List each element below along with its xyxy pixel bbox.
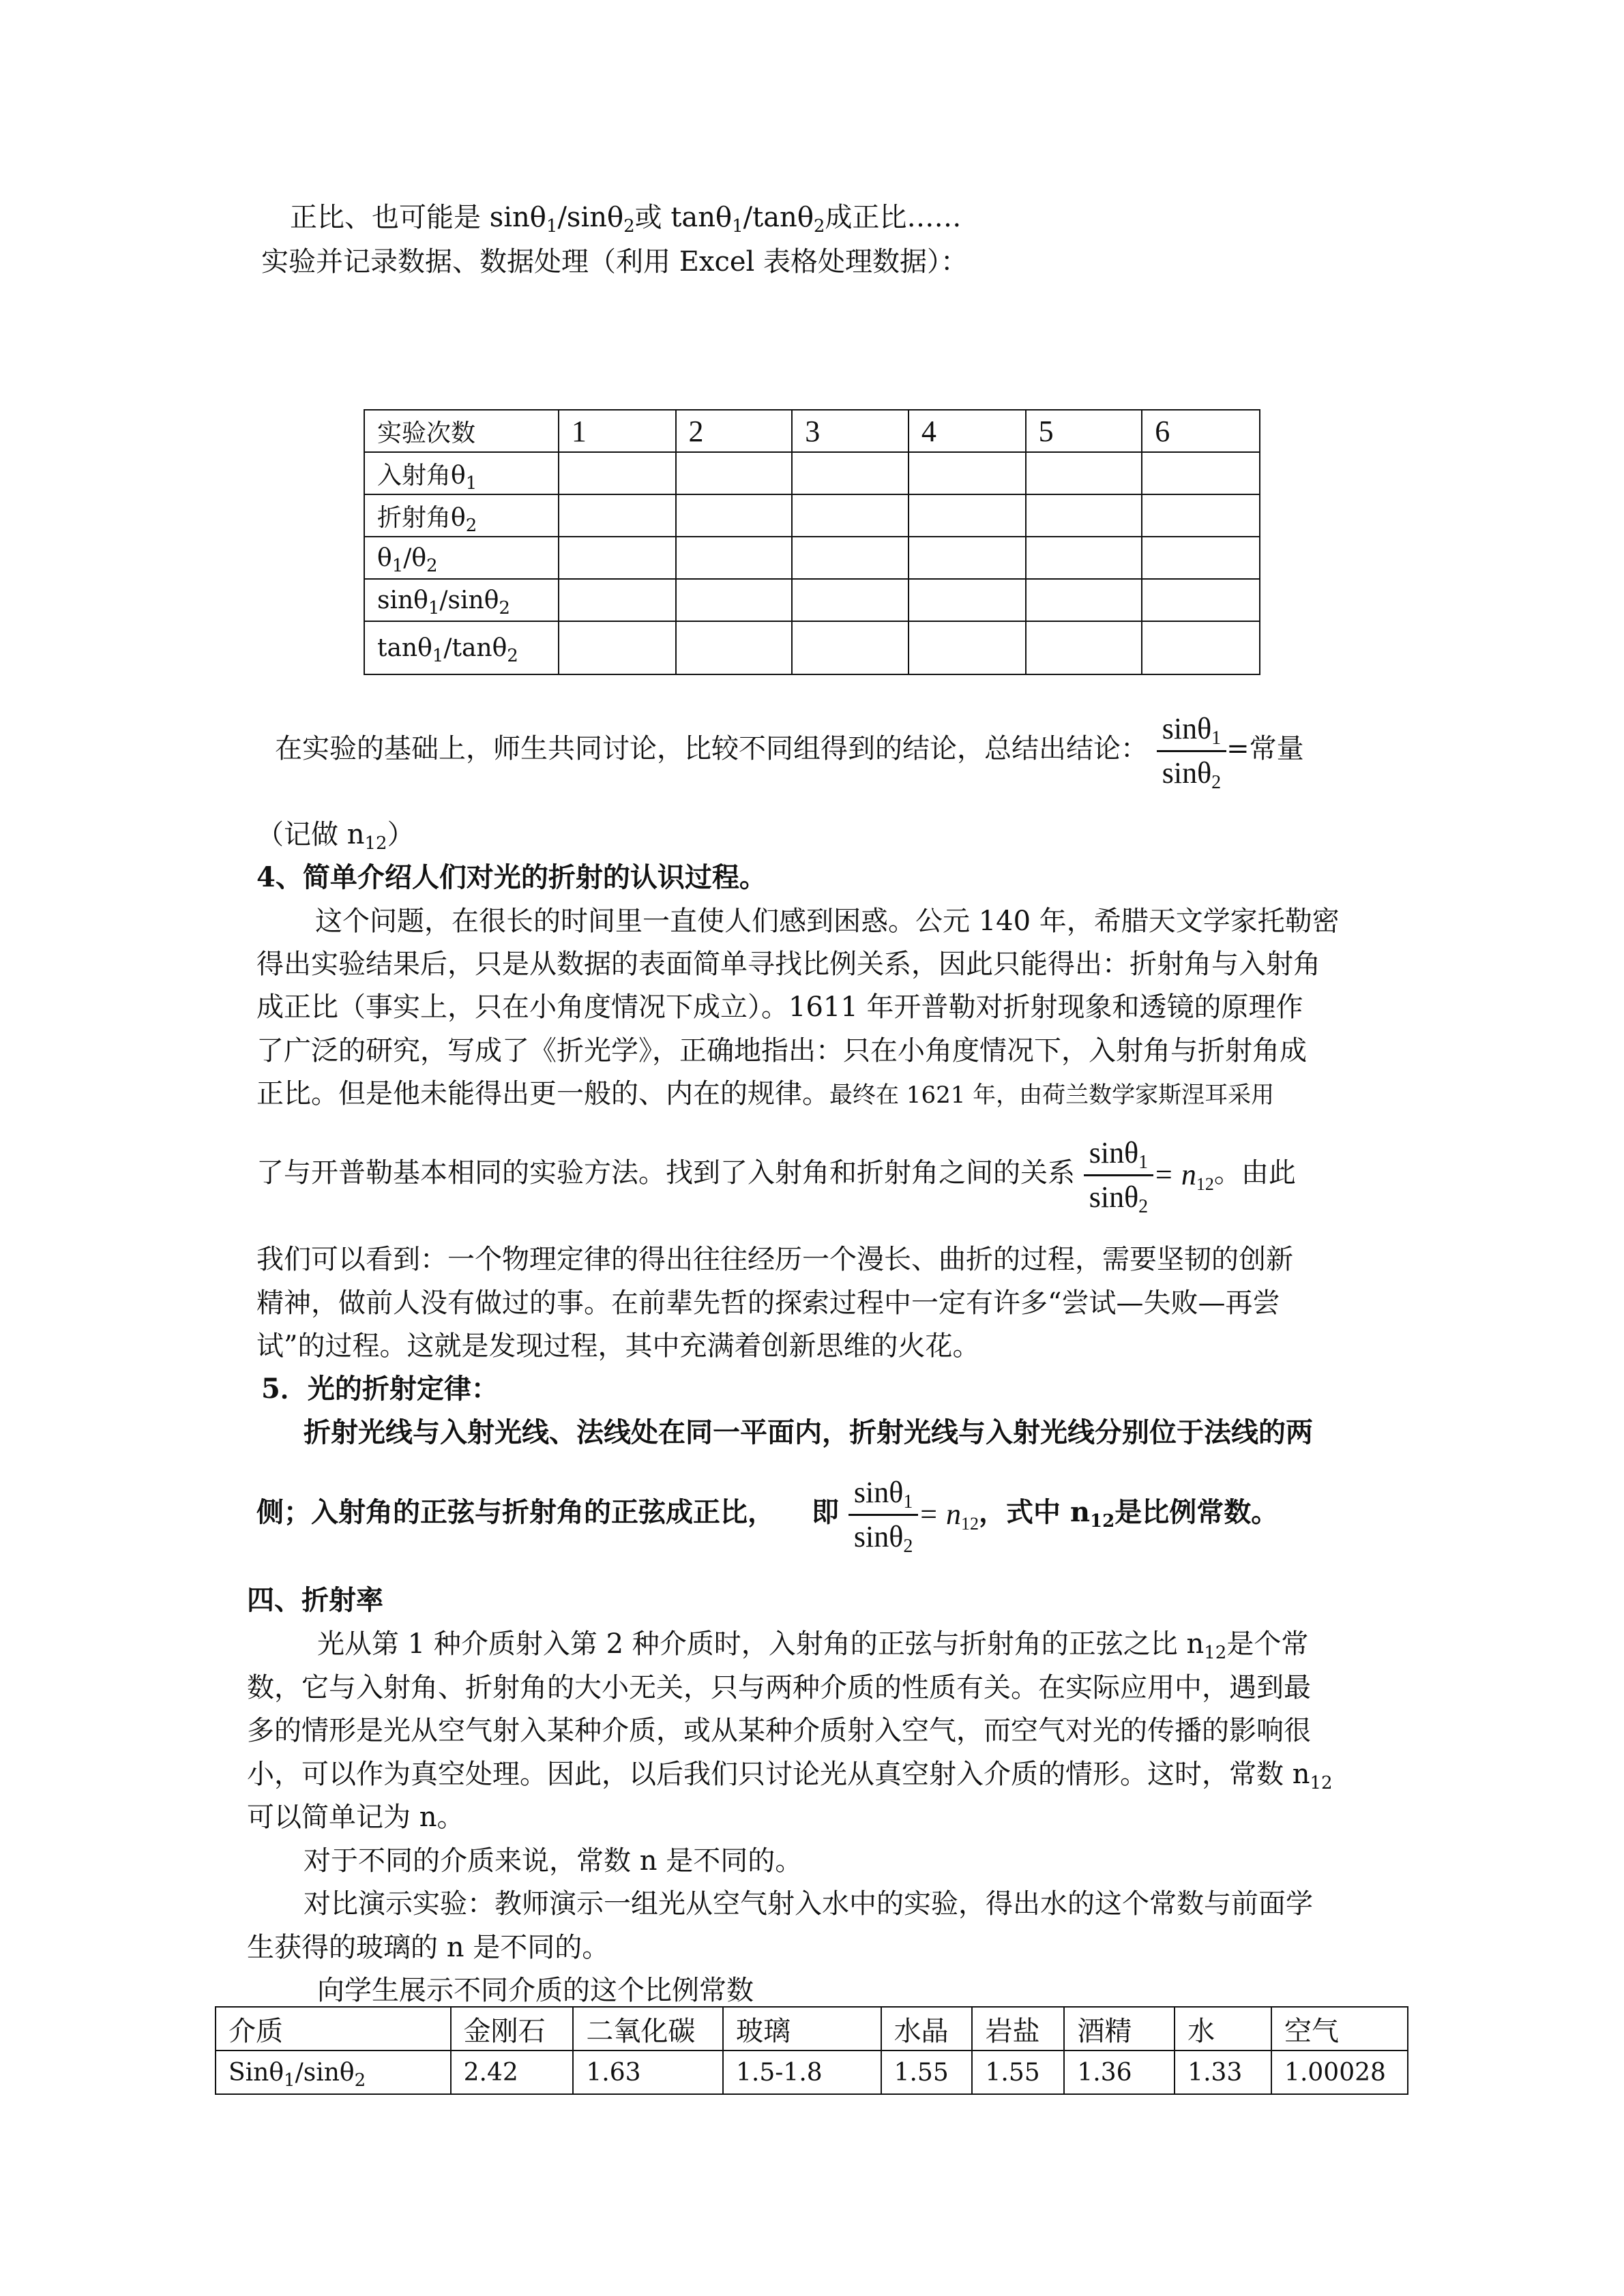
section-4-p7: 我们可以看到：一个物理定律的得出往往经历一个漫长、曲折的过程，需要坚韧的创新 xyxy=(256,1244,1293,1275)
medium-glass: 玻璃 xyxy=(723,2007,881,2051)
section-four-p5: 可以简单记为 n。 xyxy=(247,1802,464,1833)
value-water: 1.33 xyxy=(1175,2051,1271,2094)
col-5: 5 xyxy=(1026,410,1142,452)
intro-line-2: 实验并记录数据、数据处理（利用 Excel 表格处理数据）： xyxy=(261,246,969,278)
col-1: 1 xyxy=(559,410,676,452)
conclusion-note: （记做 $n_{12}$） xyxy=(256,819,415,854)
sin-ratio-fraction: $\frac{\sin\theta_1}{\sin\theta_2}$ xyxy=(1157,708,1226,794)
col-2: 2 xyxy=(676,410,793,452)
value-glass: 1.5-1.8 xyxy=(723,2051,881,2094)
col-6: 6 xyxy=(1142,410,1260,452)
medium-alcohol: 酒精 xyxy=(1064,2007,1175,2051)
section-4-p8: 精神，做前人没有做过的事。在前辈先哲的探索过程中一定有许多“尝试—失败—再尝 xyxy=(256,1287,1280,1319)
medium-co2: 二氧化碳 xyxy=(573,2007,723,2051)
header-label: 实验次数 xyxy=(364,410,559,452)
section-5-title: 5．光的折射定律： xyxy=(261,1373,499,1405)
law-fraction: $\frac{\sin\theta_1}{\sin\theta_2}$ xyxy=(848,1472,918,1558)
section-four-p7: 对比演示实验：教师演示一组光从空气射入水中的实验，得出水的这个常数与前面学 xyxy=(304,1888,1313,1920)
value-air: 1.00028 xyxy=(1271,2051,1408,2094)
section-four-p9: 向学生展示不同介质的这个比例常数 xyxy=(317,1975,754,2006)
section-4-p1: 这个问题，在很长的时间里一直使人们感到困惑。公元 140 年，希腊天文学家托勒密 xyxy=(315,906,1340,937)
row-label-incidence: 入射角$\theta_1$ xyxy=(364,452,559,494)
medium-air: 空气 xyxy=(1271,2007,1408,2051)
intro-line-1: 正比、也可能是 sinθ$_1$/sinθ$_2$或 tanθ$_1$/tanθ$_2$成正比…… xyxy=(290,202,962,237)
medium-label: 介质 xyxy=(216,2007,451,2051)
section-4-p4: 了广泛的研究，写成了《折光学》，正确地指出：只在小角度情况下，入射角与折射角成 xyxy=(256,1035,1307,1067)
section-5-line-2: 侧；入射角的正弦与折射角的正弦成正比， 即 $\frac{\sin\theta_1}{\sin\theta_2}$ = $n_{12}$，式中 $n_{12}$是比例常数。 xyxy=(256,1465,1278,1562)
section-four-p8: 生获得的玻璃的 n 是不同的。 xyxy=(247,1932,610,1963)
value-diamond: 2.42 xyxy=(451,2051,574,2094)
section-4-p5: 正比。但是他未能得出更一般的、内在的规律。最终在 1621 年，由荷兰数学家斯涅耳采用 xyxy=(256,1078,1275,1109)
col-3: 3 xyxy=(792,410,909,452)
conclusion-line: 在实验的基础上，师生共同讨论，比较不同组得到的结论，总结出结论： $\frac{\sin\theta_1}{\sin\theta_2}$ =常量 xyxy=(275,701,1304,796)
snell-fraction: $\frac{\sin\theta_1}{\sin\theta_2}$ xyxy=(1084,1132,1153,1219)
value-crystal: 1.55 xyxy=(881,2051,973,2094)
medium-rock-salt: 岩盐 xyxy=(972,2007,1064,2051)
table-row-ratio xyxy=(364,537,1260,579)
section-four-p2: 数，它与入射角、折射角的大小无关，只与两种介质的性质有关。在实际应用中，遇到最 xyxy=(247,1672,1311,1703)
refractive-index-table xyxy=(215,2006,1408,2095)
medium-diamond: 金刚石 xyxy=(451,2007,574,2051)
section-four-p6: 对于不同的介质来说，常数 n 是不同的。 xyxy=(304,1845,803,1877)
section-four-p1: 光从第 1 种介质射入第 2 种介质时，入射角的正弦与折射角的正弦之比 $n_{12}$是个常 xyxy=(317,1628,1309,1663)
table-row-incidence xyxy=(364,452,1260,494)
table-row-media xyxy=(216,2007,1408,2051)
experiment-table xyxy=(364,409,1260,675)
table-row-values xyxy=(216,2051,1408,2094)
table-row-tan xyxy=(364,621,1260,674)
row-label-tan: tanθ$_1$/tanθ$_2$ xyxy=(364,621,559,674)
section-4-p9: 试”的过程。这就是发现过程，其中充满着创新思维的火花。 xyxy=(256,1330,980,1362)
medium-crystal: 水晶 xyxy=(881,2007,973,2051)
section-4-p2: 得出实验结果后，只是从数据的表面简单寻找比例关系，因此只能得出：折射角与入射角 xyxy=(256,949,1320,980)
medium-water: 水 xyxy=(1175,2007,1271,2051)
section-4-title: 4、简单介绍人们对光的折射的认识过程。 xyxy=(256,861,767,893)
section-four-title: 四、折射率 xyxy=(247,1584,383,1616)
row-label-sin: sinθ$_1$/sinθ$_2$ xyxy=(364,579,559,621)
section-four-p3: 多的情形是光从空气射入某种介质，或从某种介质射入空气，而空气对光的传播的影响很 xyxy=(247,1715,1311,1746)
value-rock-salt: 1.55 xyxy=(972,2051,1064,2094)
table-row-refraction xyxy=(364,494,1260,537)
col-4: 4 xyxy=(909,410,1026,452)
table-row-sin xyxy=(364,579,1260,621)
section-4-p3: 成正比（事实上，只在小角度情况下成立）。1611 年开普勒对折射现象和透镜的原理作 xyxy=(256,992,1303,1023)
row-label-refraction: 折射角$\theta_2$ xyxy=(364,494,559,537)
value-co2: 1.63 xyxy=(573,2051,723,2094)
row-label-ratio: $\theta_1/\theta_2$ xyxy=(364,537,559,579)
section-four-p4: 小，可以作为真空处理。因此，以后我们只讨论光从真空射入介质的情形。这时，常数 $n_{12}$ xyxy=(247,1759,1333,1793)
ratio-label: Sinθ$_1$/sinθ$_2$ xyxy=(216,2051,451,2094)
table-row-header xyxy=(364,410,1260,452)
section-4-p6: 了与开普勒基本相同的实验方法。找到了入射角和折射角之间的关系 $\frac{\sin\theta_1}{\sin\theta_2}$ = $n_{12}$。由此 xyxy=(256,1125,1296,1223)
section-5-line-1: 折射光线与入射光线、法线处在同一平面内，折射光线与入射光线分别位于法线的两 xyxy=(304,1416,1313,1448)
value-alcohol: 1.36 xyxy=(1064,2051,1175,2094)
